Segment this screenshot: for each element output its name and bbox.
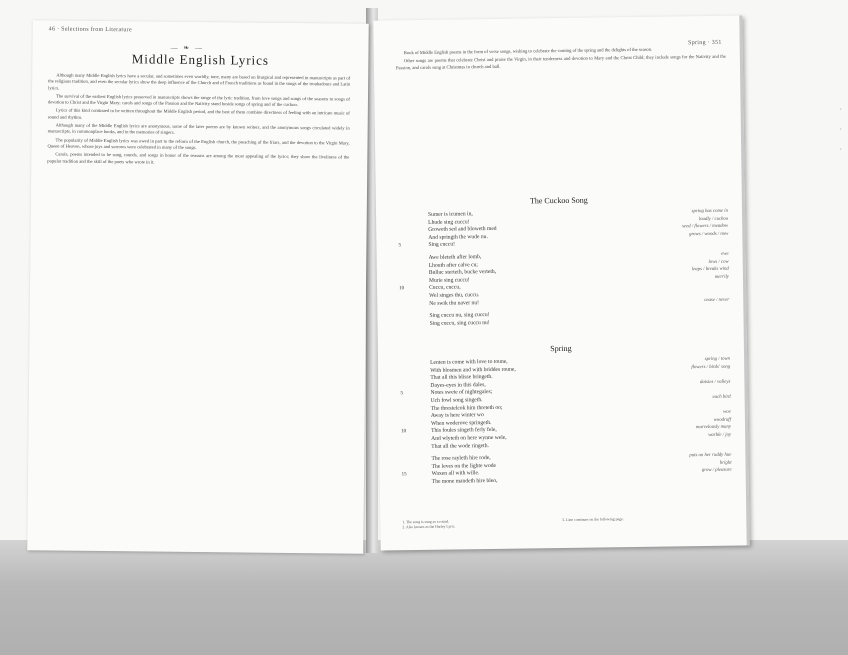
line-text: Uch fowl song singeth.: [430, 397, 483, 404]
paragraph: The popularity of Middle English lyrics was owed in part to the reform of the English church, the preaching of the friars, and the devotion to the Virgin Mary, Queen of Heaven, whose joys and sorrows were celebrated in many of the songs.: [47, 137, 350, 150]
line-text: Groweth sed and bloweth med: [428, 226, 497, 234]
poem-title-cuckoo: The Cuckoo Song: [529, 195, 588, 206]
right-running-head: Spring · 351: [688, 39, 722, 47]
line-text: Waxen all with wille.: [431, 470, 480, 478]
paragraph: Book of Middle English poems in the form of verse songs, wishing to celebrate the coming of the spring and the delights of the season.: [403, 46, 653, 56]
footnotes: [402, 517, 624, 531]
line-text: With blosmen and with briddes roune,: [430, 366, 516, 374]
paragraph: Other songs are poems that celebrate Christ and praise the Virgin, in their tenderness and devotion to Mary and the Christ Child; they include songs for the Nativity and the Passion, and carols sung at Christmas in church and hall.: [395, 53, 726, 70]
line-text: And springth the wude nu.: [428, 233, 488, 241]
line-text: Sing cuccu!: [428, 241, 456, 249]
footnote: 5. Line continues on the following page.: [562, 517, 624, 523]
line-number: 10: [399, 286, 405, 292]
line-text: Wel singes thu, cuccu.: [429, 292, 480, 299]
line-text: And wlyteth on here wynne wele,: [431, 434, 507, 442]
line-text: Lhouth after calve cu;: [428, 261, 479, 269]
paragraph: Carols, poems intended to be sung, rounds, and songs in honor of the seasons are among the most appealing of the lyrics; they show the liveliness of the popular tradition and the skill of the poets who wrote in it.: [47, 151, 350, 165]
line-gloss: merrily: [714, 274, 729, 280]
line-text: The rose rayleth hire rode,: [431, 455, 491, 462]
line-gloss: grows / woods / now: [689, 231, 729, 237]
line-text: Sing cuccu nu, sing cuccu!: [429, 312, 490, 319]
line-gloss: each bird: [712, 394, 731, 400]
right-page: [373, 15, 749, 550]
line-gloss: spring has come in: [691, 208, 729, 215]
scan-specks: · · ·: [839, 105, 842, 154]
line-text: Ne swik thu naver nu!: [429, 299, 480, 307]
line-text: That all this blisse bringeth.: [430, 374, 493, 382]
line-text: Notes swete of nightegales;: [430, 389, 493, 397]
stanza: [399, 251, 730, 308]
stanza: [398, 208, 729, 250]
line-text: The leves on the lighte wode: [431, 462, 497, 470]
line-text: Cuccu, cuccu,: [429, 284, 461, 292]
line-text: When woderove springeth.: [430, 419, 492, 427]
line-number: 10: [401, 429, 407, 435]
line-text: Murie sing cuccu!: [428, 277, 470, 284]
line-text: Away is here winter wo: [430, 412, 484, 419]
paragraph: Although many of the Middle English lyrics are anonymous, some of the later poems are by known writers, and the anonymous songs circulated widely in manuscripts, in commonplace books, and in the memories of singers.: [47, 122, 350, 136]
line-gloss: flowers / birds' song: [691, 364, 731, 370]
left-prose: [47, 72, 350, 169]
line-gloss: cease / never: [704, 297, 730, 303]
line-gloss: daisies / valleys: [699, 379, 731, 385]
line-gloss: grow / pleasure: [701, 467, 732, 474]
left-running-head: 46 · Selections from Literature: [48, 26, 132, 34]
footnote: 1. The song is sung as a round.: [402, 519, 450, 525]
line-gloss: seed / flowers / meadow: [682, 223, 729, 230]
line-text: Sumer is icumen in,: [427, 211, 473, 218]
poem-cuckoo: [398, 208, 730, 333]
paragraph: Although many Middle English lyrics have a secular, and sometimes even worldly, tone, many are based on liturgical and represented in manuscripts as part of the religious tradition, and even the secular lyrics show the deep influence of the Church and of French traditions as found in the songs of the troubadours and Latin lyrics.: [48, 72, 351, 91]
line-gloss: warble / joy: [708, 432, 732, 438]
line-text: Lenten is come with love to toune,: [430, 358, 508, 366]
line-number: 15: [401, 472, 407, 478]
line-text: The threstelcok him threteth oo;: [430, 404, 503, 412]
line-number: 5: [398, 243, 402, 249]
line-gloss: puts on her ruddy hue: [689, 452, 732, 459]
line-text: The mone mandeth hire bleo,: [431, 477, 498, 485]
right-prose: [396, 46, 726, 73]
line-text: Dayes-eyes in this dales,: [430, 381, 486, 389]
stanza: [400, 356, 732, 451]
line-gloss: spring / town: [704, 356, 731, 363]
title-ornament: — ❧ —: [170, 43, 204, 53]
line-gloss: lows / cow: [708, 259, 729, 265]
line-text: That all the wode ringeth.: [431, 442, 489, 450]
stanza: [401, 452, 732, 487]
line-number: 5: [400, 391, 404, 397]
line-gloss: woe: [723, 409, 731, 415]
line-gloss: bright: [719, 460, 732, 466]
left-page: [27, 20, 369, 553]
poem-title-spring: Spring: [550, 343, 572, 354]
line-text: Lhude sing cuccu!: [428, 218, 470, 226]
footnote: 2. Also known as the Harley Lyric.: [402, 524, 456, 530]
paragraph: The survival of the earliest English lyrics preserved in manuscripts shows the range of the lyric tradition, from love songs and songs of the seasons to songs of devotion to Christ and the Virgin Mary; carols and songs of the Passion and the Nativity stand beside songs of spring and of the cuckoo.: [47, 93, 351, 108]
line-text: Sing cuccu, sing cuccu nu!: [429, 319, 490, 327]
line-text: Bulluc sterteth, bucke verteth,: [428, 269, 497, 277]
scan-background: [0, 540, 848, 655]
line-gloss: woodruff: [713, 417, 731, 423]
line-gloss: ewe: [721, 251, 729, 257]
paragraph: Lyrics of this kind continued to be written throughout the Middle English period, and the best of them combine directness of feeling with an intricate music of sound and rhythm.: [47, 107, 350, 120]
poem-spring: [400, 356, 732, 492]
line-text: Awe bleteth after lomb,: [428, 254, 482, 261]
line-text: This foules singeth ferly fele,: [431, 427, 497, 435]
line-gloss: marvelously many: [695, 424, 732, 431]
line-gloss: leaps / breaks wind: [691, 266, 729, 273]
line-gloss: loudly / cuckoo: [698, 216, 729, 222]
stanza: [429, 309, 729, 328]
section-title: Middle English Lyrics: [131, 51, 270, 68]
